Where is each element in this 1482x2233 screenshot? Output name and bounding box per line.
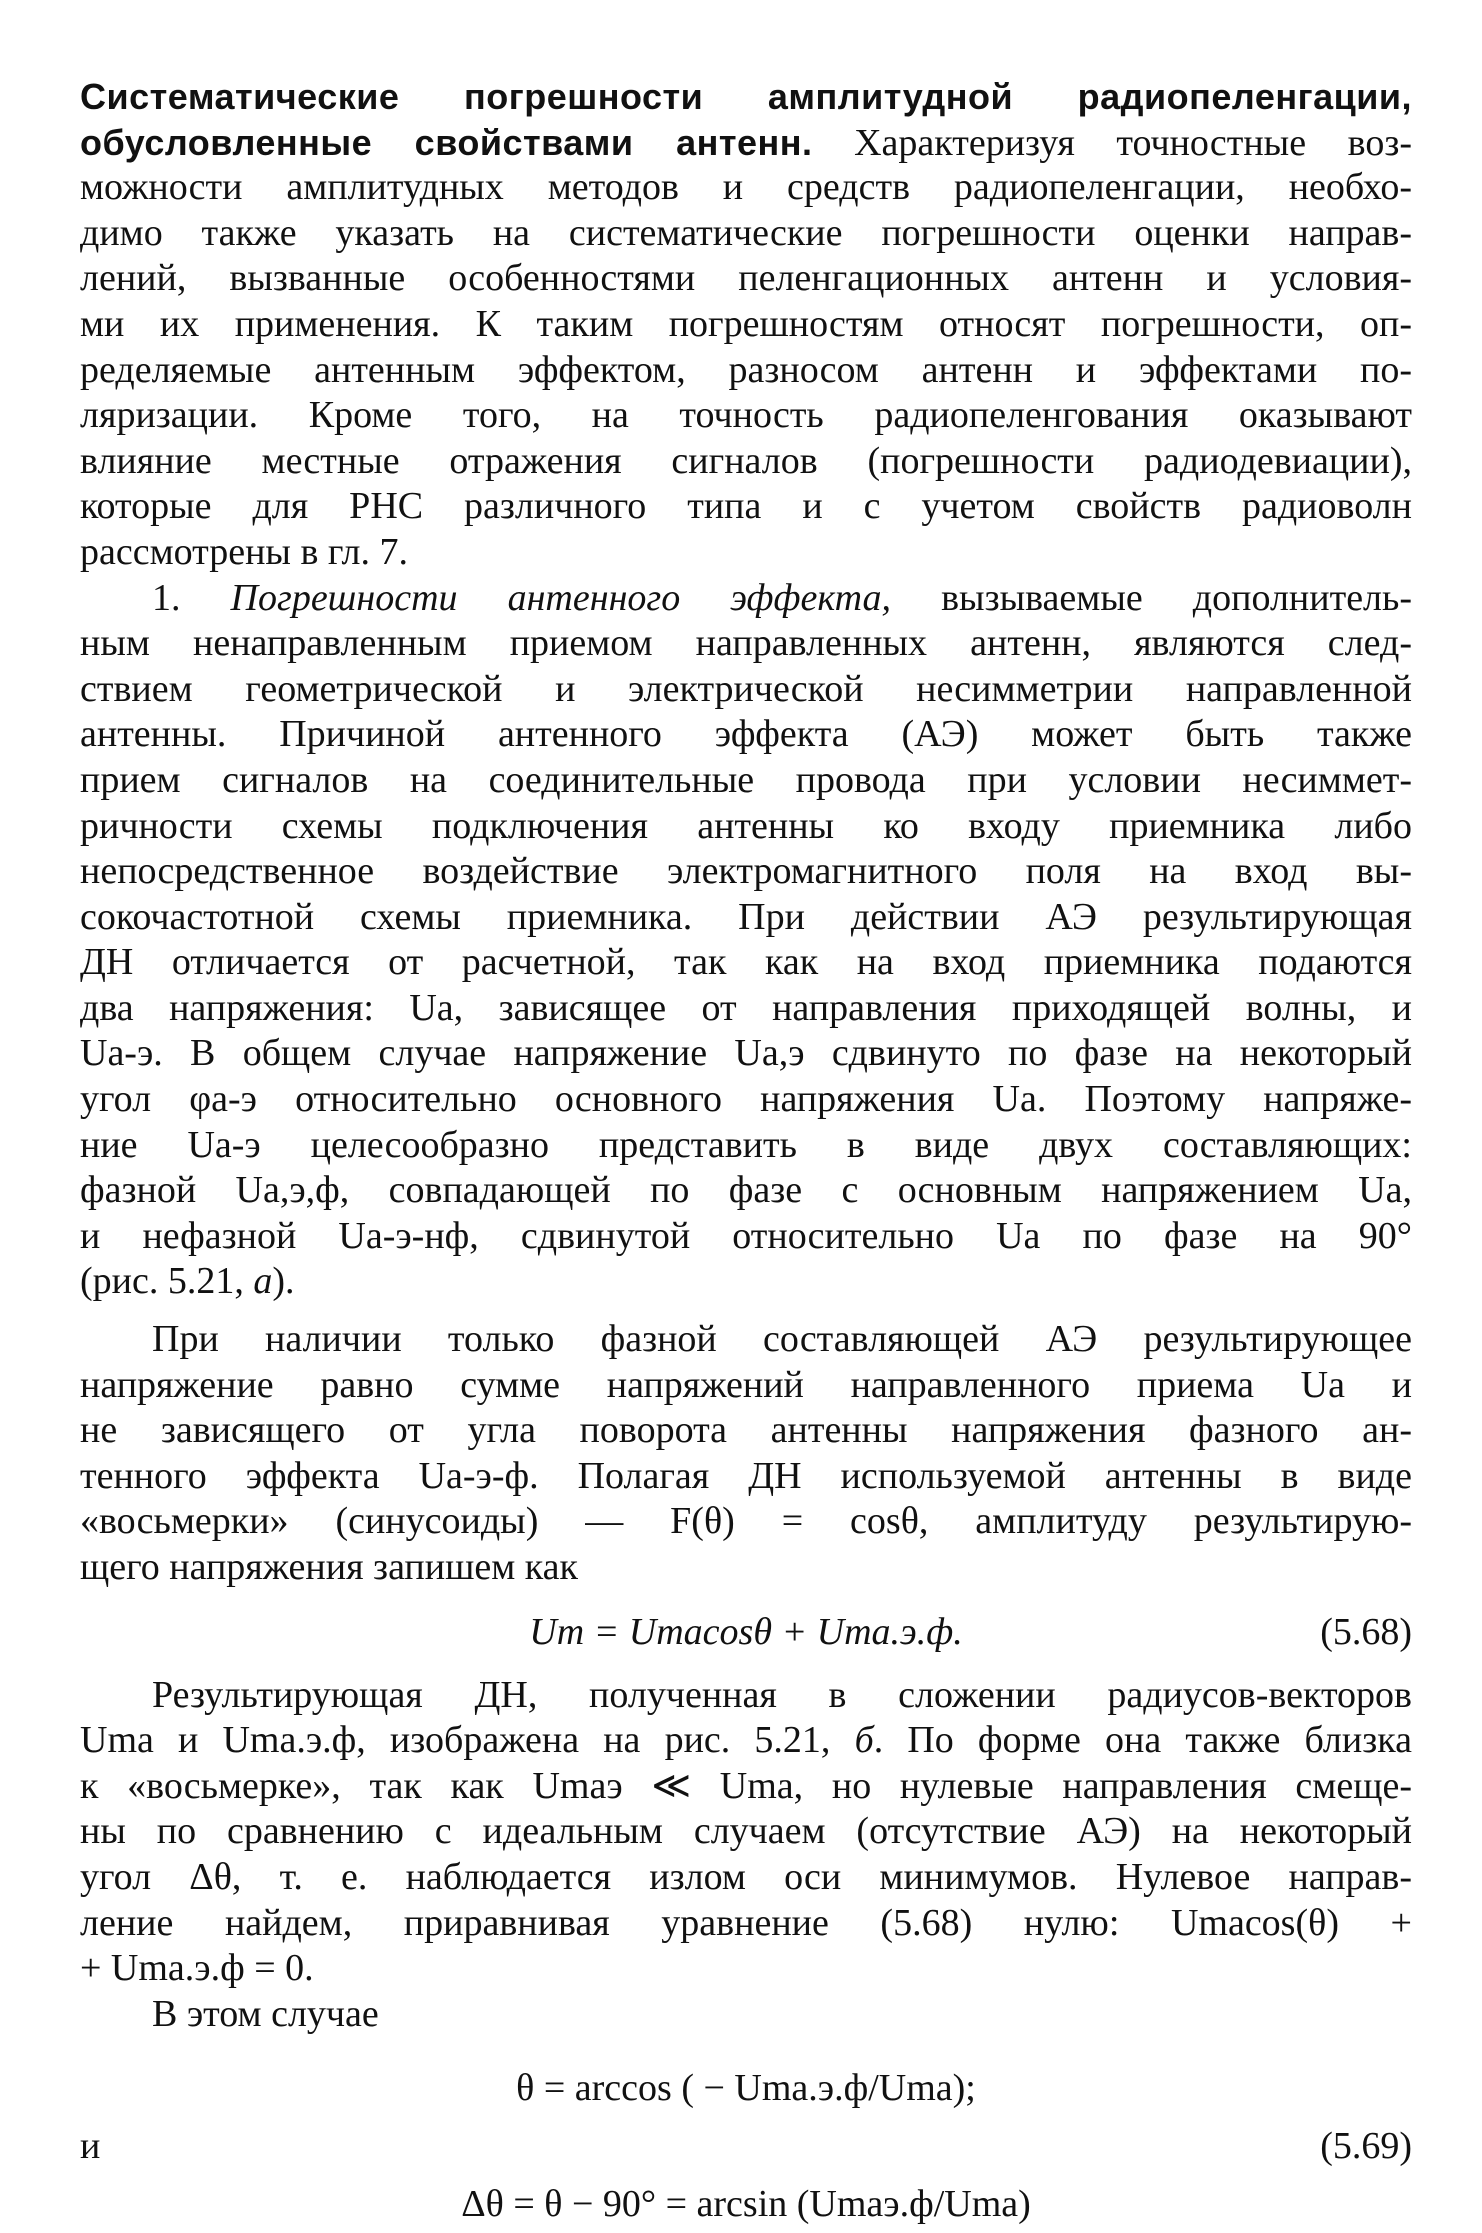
text-line: и нефазной Uа-э-нф, сдвинутой относительно Uа по фазе на 90°: [80, 1214, 1412, 1257]
text-line: ми их применения. К таким погрешностям относят погрешности, оп-: [80, 302, 1412, 345]
text-line: щего напряжения запишем как: [80, 1546, 578, 1588]
text-line: ляризации. Кроме того, на точность радиопеленгования оказывают: [80, 394, 1412, 437]
text-line: + Uma.э.ф = 0.: [80, 1947, 314, 1990]
figure-ref-a: а: [253, 1260, 273, 1303]
text-line: тенного эффекта Uа-э-ф. Полагая ДН используемой антенны в виде: [80, 1454, 1412, 1497]
text-line: ны по сравнению с идеальным случаем (отсутствие АЭ) на некоторый: [80, 1810, 1412, 1853]
text-line: антенны. Причиной антенного эффекта (АЭ) может быть также: [80, 713, 1412, 756]
section-heading-line2: обусловленные свойствами антенн.: [80, 121, 813, 163]
text-line: угол Δθ, т. е. наблюдается излом оси минимумов. Нулевое направ-: [80, 1855, 1412, 1898]
text-line: непосредственное воздействие электромагнитного поля на вход вы-: [80, 850, 1412, 893]
paragraph-systematic-errors: [80, 74, 1412, 576]
text-line: вызываемые дополнитель-: [891, 576, 1413, 619]
text-column: [80, 74, 1412, 2233]
equation-body: Um = Umacosθ + Uma.э.ф.: [529, 1610, 963, 1653]
text-line: ным ненаправленным приемом направленных антенн, являются след-: [80, 622, 1412, 665]
equation-5-68: [80, 1603, 1412, 1661]
paragraph-antenna-effect: 1. Погрешности антенного эффекта, вызываемые дополнитель- ным ненаправленным приемом направленных антенн, являются след- ствием геометрической и электрической несимметрии направленной антенны. Причиной антенного эффекта (АЭ) может быть также прием сигналов на соединительные провода при условии несиммет- ричности схемы подключения антенны ко входу приемника либо непосредственное воздействие электромагнитного поля на вход вы- сокочастотной схемы приемника. При действии АЭ результирующая ДН отличается от расчетной, так как на вход приемника подаются два напряжения: Uа, зависящее от направления приходящей волны, и Uа-э. В общем случае напряжение Uа,э сдвинуто по фазе на некоторый угол φа-э относительно основного напряжения Uа. Поэтому напряже- ние Uа-э целесообразно представить в виде двух составляющих: фазной Uа,э,ф, совпадающей по фазе с основным напряжением Uа, и нефазной Uа-э-нф, сдвинутой относительно Uа по фазе на 90° (рис. 5.21, а).: [80, 576, 1413, 1303]
text-line: При наличии только фазной составляющей АЭ результирующее: [152, 1318, 1412, 1361]
text-line: влияние местные отражения сигналов (погрешности радиодевиации),: [80, 439, 1412, 482]
text-line: два напряжения: Uа, зависящее от направления приходящей волны, и: [80, 986, 1412, 1029]
text-line: ричности схемы подключения антенны ко входу приемника либо: [80, 804, 1412, 847]
text-line: ствием геометрической и электрической несимметрии направленной: [80, 667, 1412, 710]
text-line: лений, вызванные особенностями пеленгационных антенн и условия-: [80, 257, 1412, 300]
text-line: угол φа-э относительно основного напряжения Uа. Поэтому напряже-: [80, 1078, 1412, 1121]
text-line: «восьмерки» (синусоиды) — F(θ) = cosθ, амплитуду результирую-: [80, 1500, 1412, 1543]
text-line: прием сигналов на соединительные провода при условии несиммет-: [80, 758, 1412, 801]
text-line: которые для РНС различного типа и с учетом свойств радиоволн: [80, 485, 1412, 528]
text-line: рассмотрены в гл. 7.: [80, 530, 409, 573]
text-line: сокочастотной схемы приемника. При действии АЭ результирующая: [80, 895, 1412, 938]
text-line: В этом случае: [152, 1992, 379, 2035]
paragraph-resulting-pattern: Результирующая ДН, полученная в сложении радиусов-векторов Uma и Uma.э.ф, изображена на рис. 5.21, б. По форме она также близка к «восьмерке», так как Umaэ ≪ Uma, но нулевые направления смеще- ны по сравнению с идеальным случаем (отсутствие АЭ) на некоторый угол Δθ, т. е. наблюдается излом оси минимумов. Нулевое направ- ление найдем, приравнивая уравнение (5.68) нулю: Umacos(θ) + + Uma.э.ф = 0.: [80, 1673, 1412, 1992]
equation-number: (5.69): [1320, 2125, 1412, 2168]
text-line: (рис. 5.21,: [80, 1260, 254, 1303]
text-line: ние Uа-э целесообразно представить в виде двух составляющих:: [80, 1123, 1412, 1166]
figure-ref-b: б: [854, 1719, 874, 1762]
text-line: не зависящего от угла поворота антенны напряжения фазного ан-: [80, 1409, 1412, 1452]
equation-line-theta: θ = arccos ( − Uma.э.ф/Uma);: [516, 2067, 976, 2110]
text-line: к «восьмерке», так как Umaэ ≪ Uma, но нулевые направления смеще-: [80, 1764, 1412, 1807]
text-line: ределяемые антенным эффектом, разносом антенн и эффектами по-: [80, 348, 1412, 391]
text-line: ДН отличается от расчетной, так как на вход приемника подаются: [80, 941, 1412, 984]
text-line: Uа-э. В общем случае напряжение Uа,э сдвинуто по фазе на некоторый: [80, 1032, 1412, 1075]
text-line: ление найдем, приравнивая уравнение (5.68) нулю: Umacos(θ) +: [80, 1901, 1412, 1944]
term-antenna-effect: Погрешности антенного эффекта,: [230, 576, 892, 619]
text-line: можности амплитудных методов и средств радиопеленгации, необхо-: [80, 166, 1412, 209]
list-number: 1.: [152, 576, 231, 619]
paragraph-phase-component: [80, 1317, 1412, 1591]
text-line: фазной Uа,э,ф, совпадающей по фазе с основным напряжением Uа,: [80, 1169, 1412, 1212]
text-line: Характеризуя точностные воз-: [812, 121, 1412, 164]
equation-5-69: [80, 2059, 1412, 2233]
text-line: Результирующая ДН, полученная в сложении радиусов-векторов: [152, 1673, 1412, 1716]
equation-line-delta-theta: Δθ = θ − 90° = arcsin (Umaэ.ф/Uma): [461, 2183, 1031, 2226]
section-heading-line1: Систематические погрешности амплитудной радиопеленгации,: [80, 76, 1412, 117]
equation-conjunction: и: [80, 2125, 101, 2168]
text-line: напряжение равно сумме напряжений направленного приема Uа и: [80, 1363, 1412, 1406]
equation-number: (5.68): [1320, 1610, 1412, 1653]
text-line: Uma и Uma.э.ф, изображена на рис. 5.21,: [80, 1719, 855, 1762]
text-line: димо также указать на систематические погрешности оценки направ-: [80, 211, 1412, 254]
